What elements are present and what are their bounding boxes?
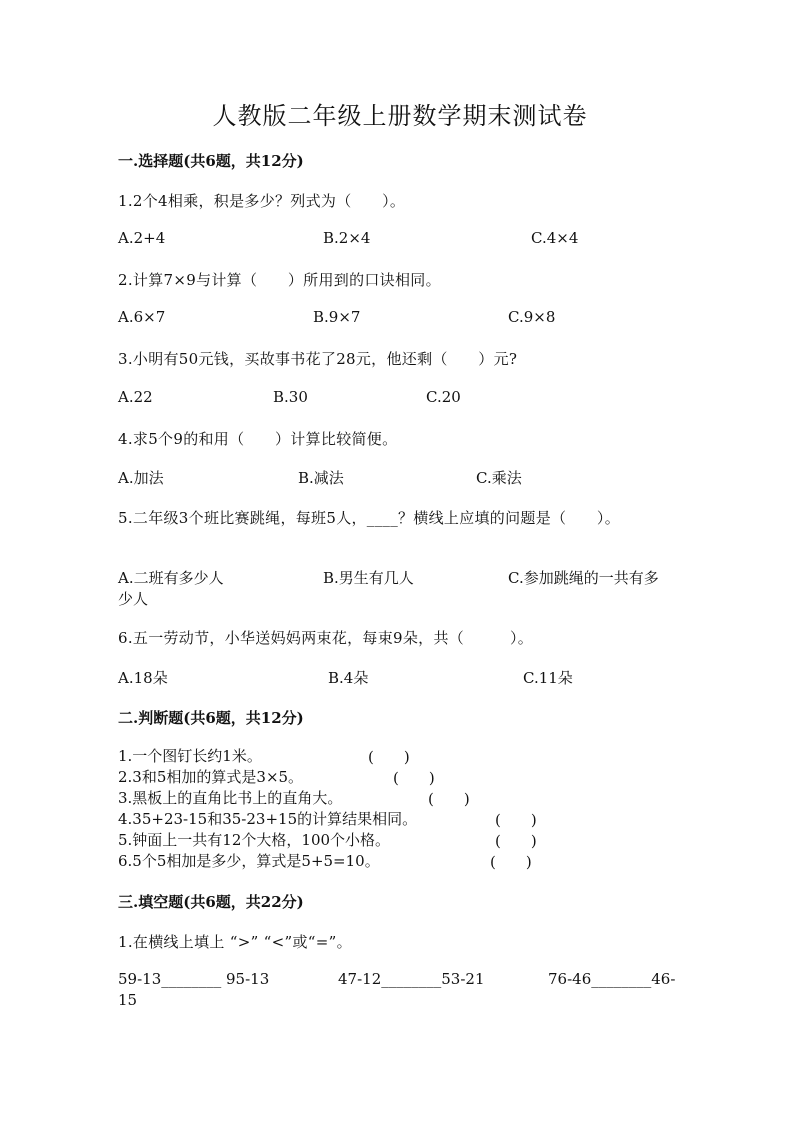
question-text: 3.小明有50元钱，买故事书花了28元，他还剩（ ）元? xyxy=(118,350,518,368)
option-b: B.9×7 xyxy=(313,308,361,326)
question-text: 2.计算7×9与计算（ ）所用到的口诀相同。 xyxy=(118,271,441,289)
option-c: C.20 xyxy=(426,388,461,406)
option-a: A.22 xyxy=(118,388,153,406)
question-text: 5.二年级3个班比赛跳绳，每班5人，____？横线上应填的问题是（ ）。 xyxy=(118,509,621,527)
option-a: A.18朵 xyxy=(118,669,168,687)
option-b: B.4朵 xyxy=(328,669,369,687)
option-a: A.6×7 xyxy=(118,308,166,326)
judge-item: 1.一个图钉长约1米。 xyxy=(118,747,262,765)
compare-expression-continued: 15 xyxy=(118,991,138,1009)
answer-paren: ( ) xyxy=(393,769,435,787)
answer-paren: ( ) xyxy=(490,853,532,871)
option-b: B.减法 xyxy=(298,469,344,487)
question-text: 1.在横线上填上 “>” “<”或“=”。 xyxy=(118,933,352,951)
question-text: 6.五一劳动节，小华送妈妈两束花，每束9朵，共（ ）。 xyxy=(118,629,534,647)
compare-expression: 47-12________53-21 xyxy=(338,970,485,988)
option-b: B.2×4 xyxy=(323,229,371,247)
section-heading-judge: 二.判断题(共6题，共12分) xyxy=(118,709,304,727)
option-c: C.参加跳绳的一共有多 xyxy=(508,569,659,587)
answer-paren: ( ) xyxy=(428,790,470,808)
compare-expression: 59-13________ 95-13 xyxy=(118,970,270,988)
option-c: C.4×4 xyxy=(531,229,579,247)
option-c-continued: 少人 xyxy=(118,590,149,608)
option-a: A.加法 xyxy=(118,469,164,487)
option-a: A.二班有多少人 xyxy=(118,569,224,587)
answer-paren: ( ) xyxy=(495,811,537,829)
judge-item: 2.3和5相加的算式是3×5。 xyxy=(118,768,304,786)
judge-item: 6.5个5相加是多少，算式是5+5=10。 xyxy=(118,852,380,870)
question-text: 1.2个4相乘，积是多少？列式为（ ）。 xyxy=(118,192,406,210)
answer-paren: ( ) xyxy=(495,832,537,850)
section-heading-fill: 三.填空题(共6题，共22分) xyxy=(118,893,304,911)
option-a: A.2+4 xyxy=(118,229,166,247)
answer-paren: ( ) xyxy=(368,748,410,766)
compare-expression: 76-46________46- xyxy=(548,970,676,988)
judge-item: 3.黑板上的直角比书上的直角大。 xyxy=(118,789,343,807)
option-c: C.9×8 xyxy=(508,308,556,326)
section-heading-choice: 一.选择题(共6题，共12分) xyxy=(118,152,304,170)
question-text: 4.求5个9的和用（ ）计算比较简便。 xyxy=(118,430,398,448)
option-b: B.30 xyxy=(273,388,308,406)
option-b: B.男生有几人 xyxy=(323,569,414,587)
judge-item: 5.钟面上一共有12个大格，100个小格。 xyxy=(118,831,391,849)
page-title: 人教版二年级上册数学期末测试卷 xyxy=(212,102,588,130)
option-c: C.11朵 xyxy=(523,669,573,687)
option-c: C.乘法 xyxy=(476,469,522,487)
judge-item: 4.35+23-15和35-23+15的计算结果相同。 xyxy=(118,810,418,828)
